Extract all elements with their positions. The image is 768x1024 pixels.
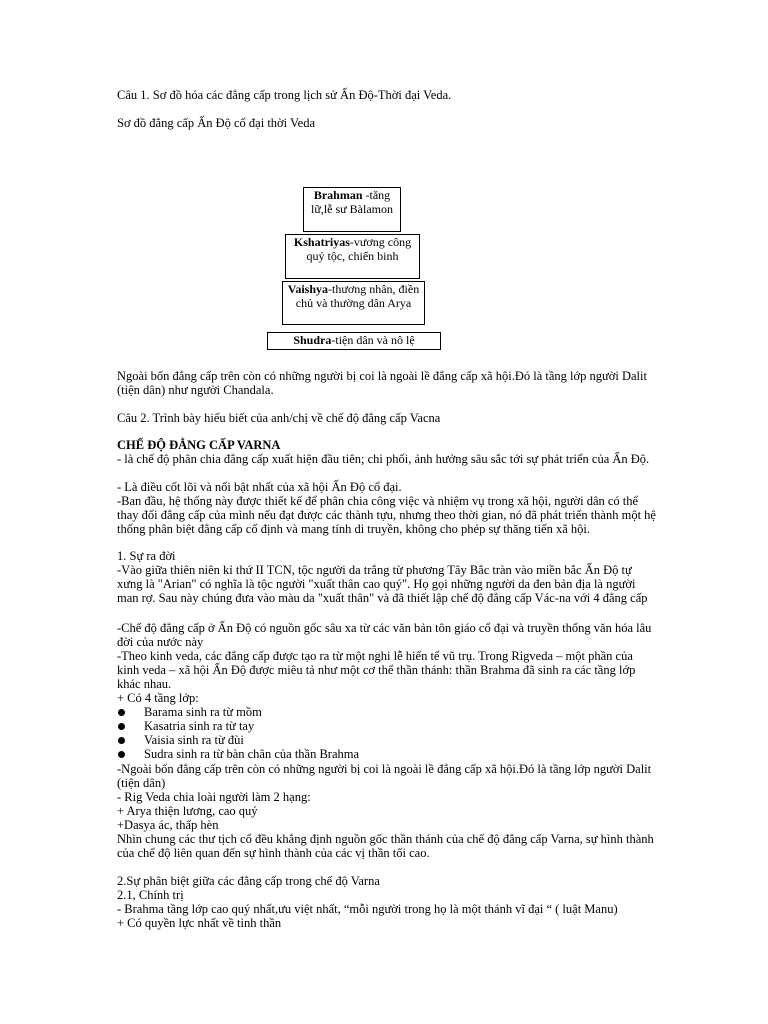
power-line: + Có quyền lực nhất về tinh thần — [117, 916, 282, 930]
intro-paragraph-2: - Là điều cốt lõi và nổi bật nhất của xã hội Ấn Độ cổ đại. — [117, 480, 402, 494]
bullet-icon — [118, 723, 125, 730]
section-2-1-heading: 2.1, Chính trị — [117, 888, 184, 902]
four-layers-label: + Có 4 tầng lớp: — [117, 691, 199, 705]
section-2-heading: 2.Sự phân biệt giữa các đẳng cấp trong chế độ Varna — [117, 874, 380, 888]
list-item-text: Kasatria sinh ra từ tay — [144, 719, 255, 733]
bullet-icon — [118, 709, 125, 716]
varna-heading: CHẾ ĐỘ ĐẲNG CẤP VARNA — [117, 438, 281, 452]
list-item-text: Sudra sinh ra từ bàn chân của thần Brahma — [144, 747, 360, 761]
caste-box-kshatriyas — [285, 234, 420, 279]
question-2-title: Câu 2. Trình bày hiểu biết của anh/chị về chế độ đẳng cấp Vacna — [117, 411, 441, 425]
conclusion-paragraph: Nhìn chung các thư tịch cổ đều khẳng định nguồn gốc thần thánh của chế độ đẳng cấp Varna, sự hình thành của chế độ liên quan đến sự hình thành của các vị thần tối cao. — [117, 832, 654, 860]
list-item-text: Barama sinh ra từ mồm — [144, 705, 262, 719]
caste-description: -tiện dân và nô lệ — [331, 333, 415, 347]
caste-box-shudra — [267, 332, 441, 350]
caste-name: Brahman — [313, 188, 363, 202]
question-1-title: Câu 1. Sơ đồ hóa các đẳng cấp trong lịch sử Ấn Độ-Thời đại Veda. — [117, 88, 452, 102]
caste-name: Kshatriyas — [293, 235, 350, 249]
brahma-line: - Brahma tầng lớp cao quý nhất,ưu việt nhất, “mỗi người trong họ là một thánh vĩ đại “ ( luật Manu) — [117, 902, 618, 916]
intro-paragraph-1: - là chế độ phân chia đẳng cấp xuất hiện đầu tiên; chi phối, ảnh hưởng sâu sắc tới sự phát triển của Ấn Độ. — [117, 452, 650, 466]
origin-paragraph-1: -Vào giữa thiên niên kỉ thứ II TCN, tộc người da trắng từ phương Tây Bắc tràn vào miền bắc Ấn Độ tự xưng là "Arian" có nghĩa là tộc người "xuất thân cao quý". Họ gọi những người da đen bản địa là người man rợ. Sau này chúng đưa vào màu da "xuất thân" và đã thiết lập chế độ đẳng cấp Vác-na với 4 đẳng cấp — [117, 563, 648, 605]
caste-box-vaishya — [282, 281, 425, 325]
rigveda-line: - Rig Veda chia loài người làm 2 hạng: — [117, 790, 311, 804]
origin-paragraph-2: -Chế độ đẳng cấp ở Ấn Độ có nguồn gốc sâu xa từ các văn bản tôn giáo cổ đại và truyền thống văn hóa lâu đời của nước này — [117, 621, 652, 649]
bullet-icon — [118, 751, 125, 758]
caste-name: Shudra — [293, 333, 332, 347]
diagram-title: Sơ đồ đẳng cấp Ấn Độ cổ đại thời Veda — [117, 116, 316, 130]
dasya-line: +Dasya ác, thấp hèn — [117, 818, 219, 832]
caste-description: -tăng lữ,lễ sư Bàlamon — [311, 188, 393, 216]
outcaste-note-2: -Ngoài bốn đẳng cấp trên còn có những người bị coi là ngoài lề đẳng cấp xã hội.Đó là tầng lớp người Dalit (tiện dân) — [117, 762, 652, 790]
caste-description: -vương công quý tộc, chiến binh — [306, 235, 412, 263]
origin-heading: 1. Sự ra đời — [117, 549, 176, 563]
outcaste-note: Ngoài bốn đẳng cấp trên còn có những người bị coi là ngoài lề đẳng cấp xã hội.Đó là tầng lớp người Dalit (tiện dân) như người Chandala. — [117, 369, 647, 397]
origin-paragraph-3: -Theo kinh veda, các đẳng cấp được tạo ra từ một nghi lễ hiến tế vũ trụ. Trong Rigveda – một phần của kinh veda – xã hội Ấn Độ được miêu tả như một cơ thể thần thánh: thần Brahma đã sinh ra các tầng lớp khác nhau. — [117, 649, 636, 691]
caste-description: -thương nhân, điền chủ và thường dân Arya — [295, 282, 420, 310]
bullet-icon — [118, 737, 125, 744]
caste-box-brahman — [303, 187, 401, 232]
caste-name: Vaishya — [287, 282, 329, 296]
arya-line: + Arya thiện lương, cao quý — [117, 804, 258, 818]
list-item-text: Vaisia sinh ra từ đùi — [144, 733, 244, 747]
intro-paragraph-3: -Ban đầu, hệ thống này được thiết kế để phân chia công việc và nhiệm vụ trong xã hội, người dân có thể thay đổi đẳng cấp của mình nếu đạt được các thành tựu, nhưng theo thời gian, nó đã phát triển thành một hệ thống phân biệt đẳng cấp cố định và mang tính di truyền, không cho phép sự thăng tiến xã hội. — [117, 494, 656, 536]
